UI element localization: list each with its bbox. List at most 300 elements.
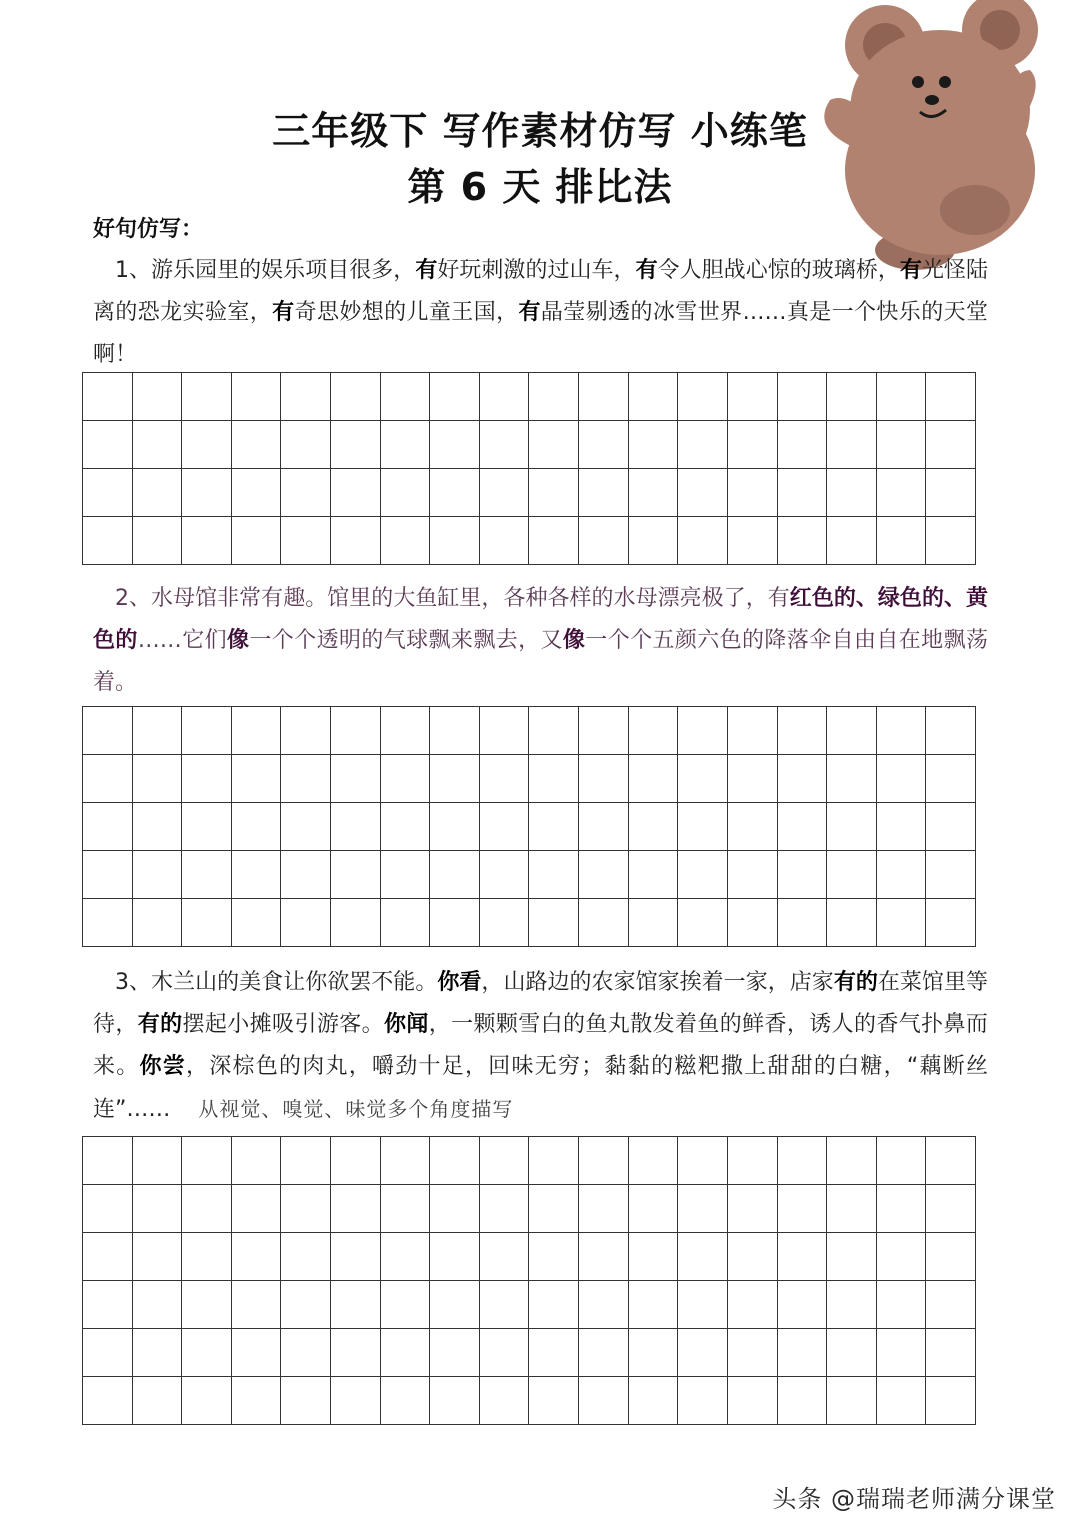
grid-cell[interactable] [331,1329,381,1377]
grid-cell[interactable] [678,1281,728,1329]
grid-cell[interactable] [430,1329,480,1377]
grid-cell[interactable] [678,899,728,947]
grid-cell[interactable] [430,421,480,469]
grid-cell[interactable] [182,373,232,421]
paragraph-text: 好玩刺激的过山车， [437,258,636,283]
grid-cell[interactable] [728,469,778,517]
grid-cell[interactable] [827,1377,877,1425]
grid-cell[interactable] [232,1137,282,1185]
paragraph-text: 一个个透明的气球飘来飘去，又 [249,628,563,653]
grid-cell[interactable] [629,899,679,947]
grid-cell[interactable] [926,373,976,421]
grid-cell[interactable] [529,1137,579,1185]
grid-cell[interactable] [281,1377,331,1425]
grid-cell[interactable] [430,1185,480,1233]
grid-cell[interactable] [281,517,331,565]
section-label: 好句仿写： [93,217,204,242]
grid-cell[interactable] [877,707,927,755]
grid-cell[interactable] [331,1377,381,1425]
grid-cell[interactable] [381,421,431,469]
grid-cell[interactable] [480,373,530,421]
grid-cell[interactable] [281,1281,331,1329]
grid-cell[interactable] [778,373,828,421]
writing-grid-3[interactable] [82,1136,976,1425]
grid-cell[interactable] [926,1185,976,1233]
grid-cell[interactable] [827,755,877,803]
grid-cell[interactable] [529,373,579,421]
grid-cell[interactable] [728,1185,778,1233]
grid-cell[interactable] [529,1281,579,1329]
grid-cell[interactable] [480,1185,530,1233]
grid-cell[interactable] [728,373,778,421]
grid-cell[interactable] [529,1233,579,1281]
grid-cell[interactable] [629,851,679,899]
grid-cell[interactable] [629,755,679,803]
grid-cell[interactable] [827,421,877,469]
grid-cell[interactable] [182,755,232,803]
grid-cell[interactable] [579,803,629,851]
grid-cell[interactable] [629,1137,679,1185]
grid-cell[interactable] [529,469,579,517]
grid-cell[interactable] [133,421,183,469]
grid-cell[interactable] [430,469,480,517]
paragraph-text: ，一颗颗雪白的鱼丸散发着鱼的鲜香，诱人的香气扑鼻而来。 [93,1012,988,1079]
grid-cell[interactable] [778,1281,828,1329]
grid-cell[interactable] [430,899,480,947]
grid-cell[interactable] [182,469,232,517]
grid-cell[interactable] [728,851,778,899]
grid-cell[interactable] [480,1137,530,1185]
grid-cell[interactable] [877,469,927,517]
grid-cell[interactable] [678,373,728,421]
grid-cell[interactable] [629,1281,679,1329]
paragraph-text: 光怪陆离的恐龙实验室， [93,258,988,325]
grid-cell[interactable] [778,755,828,803]
grid-cell[interactable] [678,1329,728,1377]
grid-cell[interactable] [480,421,530,469]
grid-cell[interactable] [877,851,927,899]
grid-cell[interactable] [430,851,480,899]
grid-cell[interactable] [182,1185,232,1233]
grid-cell[interactable] [182,1329,232,1377]
grid-cell[interactable] [529,851,579,899]
grid-cell[interactable] [133,517,183,565]
grid-cell[interactable] [579,755,629,803]
paragraph-text: 令人胆战心惊的玻璃桥， [657,258,900,283]
grid-cell[interactable] [133,707,183,755]
grid-cell[interactable] [381,1329,431,1377]
grid-cell[interactable] [926,421,976,469]
grid-cell[interactable] [926,1281,976,1329]
emphasis-text: 有 [635,258,658,283]
grid-cell[interactable] [778,469,828,517]
grid-cell[interactable] [728,1329,778,1377]
emphasis-text: 有 [518,300,541,325]
grid-cell[interactable] [728,803,778,851]
grid-cell[interactable] [728,421,778,469]
paragraph-text: 1、游乐园里的娱乐项目很多， [115,258,416,283]
emphasis-text: 你闻 [383,1012,429,1037]
grid-cell[interactable] [232,851,282,899]
grid-cell[interactable] [877,1281,927,1329]
grid-cell[interactable] [133,1233,183,1281]
grid-cell[interactable] [381,1281,431,1329]
writing-grid-2[interactable] [82,706,976,947]
grid-cell[interactable] [579,469,629,517]
grid-cell[interactable] [182,1137,232,1185]
grid-cell[interactable] [778,1185,828,1233]
grid-cell[interactable] [381,1137,431,1185]
grid-cell[interactable] [331,1233,381,1281]
grid-cell[interactable] [480,1233,530,1281]
grid-cell[interactable] [133,1329,183,1377]
grid-cell[interactable] [926,469,976,517]
grid-cell[interactable] [827,899,877,947]
grid-cell[interactable] [83,1329,133,1377]
grid-cell[interactable] [83,851,133,899]
grid-cell[interactable] [529,803,579,851]
grid-cell[interactable] [430,755,480,803]
grid-cell[interactable] [430,1233,480,1281]
grid-cell[interactable] [926,1137,976,1185]
grid-cell[interactable] [678,469,728,517]
grid-cell[interactable] [926,517,976,565]
grid-cell[interactable] [827,517,877,565]
grid-cell[interactable] [83,707,133,755]
grid-cell[interactable] [430,803,480,851]
grid-cell[interactable] [232,899,282,947]
grid-cell[interactable] [529,1377,579,1425]
grid-cell[interactable] [83,1233,133,1281]
grid-cell[interactable] [331,1281,381,1329]
page-subtitle: 第 6 天 排比法 [407,165,673,209]
grid-cell[interactable] [381,755,431,803]
grid-cell[interactable] [529,1329,579,1377]
grid-cell[interactable] [133,899,183,947]
grid-cell[interactable] [480,469,530,517]
grid-cell[interactable] [678,851,728,899]
grid-cell[interactable] [877,1233,927,1281]
grid-cell[interactable] [381,1377,431,1425]
grid-cell[interactable] [678,517,728,565]
grid-cell[interactable] [827,707,877,755]
grid-cell[interactable] [430,1377,480,1425]
grid-cell[interactable] [133,851,183,899]
grid-cell[interactable] [926,851,976,899]
grid-cell[interactable] [480,899,530,947]
paragraph-text: ……它们 [137,628,227,653]
grid-cell[interactable] [381,1185,431,1233]
grid-cell[interactable] [232,373,282,421]
grid-cell[interactable] [480,1281,530,1329]
grid-cell[interactable] [430,373,480,421]
grid-cell[interactable] [133,803,183,851]
grid-cell[interactable] [83,1137,133,1185]
grid-cell[interactable] [778,421,828,469]
grid-cell[interactable] [926,899,976,947]
grid-cell[interactable] [579,1281,629,1329]
grid-cell[interactable] [381,899,431,947]
grid-cell[interactable] [728,1233,778,1281]
grid-cell[interactable] [579,373,629,421]
grid-cell[interactable] [629,373,679,421]
grid-cell[interactable] [83,517,133,565]
grid-cell[interactable] [778,1137,828,1185]
grid-cell[interactable] [232,1185,282,1233]
grid-cell[interactable] [678,1185,728,1233]
grid-cell[interactable] [331,1137,381,1185]
grid-cell[interactable] [232,469,282,517]
grid-cell[interactable] [678,1137,728,1185]
grid-cell[interactable] [778,803,828,851]
grid-cell[interactable] [232,1233,282,1281]
grid-cell[interactable] [728,755,778,803]
grid-cell[interactable] [281,803,331,851]
grid-cell[interactable] [926,1377,976,1425]
grid-cell[interactable] [133,1377,183,1425]
grid-cell[interactable] [182,1377,232,1425]
grid-cell[interactable] [381,1233,431,1281]
grid-cell[interactable] [678,1233,728,1281]
emphasis-text: 像 [562,628,586,653]
grid-cell[interactable] [83,1185,133,1233]
grid-cell[interactable] [281,1185,331,1233]
grid-cell[interactable] [281,469,331,517]
example-paragraph-1 [93,250,988,376]
emphasis-text: 有的 [137,1012,183,1037]
grid-cell[interactable] [877,755,927,803]
grid-cell[interactable] [232,517,282,565]
grid-cell[interactable] [182,1233,232,1281]
grid-cell[interactable] [579,851,629,899]
grid-cell[interactable] [728,899,778,947]
grid-cell[interactable] [629,1185,679,1233]
grid-cell[interactable] [480,707,530,755]
grid-cell[interactable] [579,899,629,947]
paragraph-text: 晶莹剔透的冰雪世界……真是一个快乐的天堂啊！ [93,300,988,367]
emphasis-text: 有 [272,300,295,325]
grid-cell[interactable] [827,1281,877,1329]
grid-cell[interactable] [331,803,381,851]
grid-cell[interactable] [133,1137,183,1185]
grid-cell[interactable] [331,1185,381,1233]
grid-cell[interactable] [728,1281,778,1329]
grid-cell[interactable] [182,899,232,947]
grid-cell[interactable] [579,517,629,565]
grid-cell[interactable] [629,803,679,851]
grid-cell[interactable] [678,755,728,803]
grid-cell[interactable] [877,421,927,469]
emphasis-text: 有 [899,258,922,283]
grid-cell[interactable] [529,899,579,947]
grid-cell[interactable] [678,707,728,755]
grid-cell[interactable] [331,421,381,469]
grid-cell[interactable] [926,755,976,803]
grid-cell[interactable] [579,1329,629,1377]
grid-cell[interactable] [579,1185,629,1233]
grid-cell[interactable] [281,899,331,947]
grid-cell[interactable] [232,421,282,469]
grid-cell[interactable] [381,803,431,851]
grid-cell[interactable] [182,517,232,565]
grid-cell[interactable] [629,1377,679,1425]
grid-cell[interactable] [579,1137,629,1185]
grid-cell[interactable] [381,517,431,565]
grid-cell[interactable] [827,373,877,421]
grid-cell[interactable] [877,803,927,851]
grid-cell[interactable] [926,1329,976,1377]
grid-cell[interactable] [678,421,728,469]
paragraph-text: 奇思妙想的儿童王国， [294,300,519,325]
grid-cell[interactable] [529,707,579,755]
watermark: 头条 @瑞瑞老师满分课堂 [772,1485,1056,1513]
grid-cell[interactable] [83,373,133,421]
grid-cell[interactable] [83,899,133,947]
grid-cell[interactable] [281,755,331,803]
grid-cell[interactable] [529,755,579,803]
grid-cell[interactable] [182,1281,232,1329]
grid-cell[interactable] [331,517,381,565]
grid-cell[interactable] [281,373,331,421]
paragraph-text: 摆起小摊吸引游客。 [182,1012,384,1037]
writing-grid-1[interactable] [82,372,976,565]
grid-cell[interactable] [381,707,431,755]
grid-cell[interactable] [629,707,679,755]
grid-cell[interactable] [331,707,381,755]
grid-cell[interactable] [529,421,579,469]
grid-cell[interactable] [778,1233,828,1281]
grid-cell[interactable] [83,1377,133,1425]
grid-cell[interactable] [281,1233,331,1281]
grid-cell[interactable] [629,469,679,517]
grid-cell[interactable] [678,1377,728,1425]
grid-cell[interactable] [579,421,629,469]
grid-cell[interactable] [281,851,331,899]
grid-cell[interactable] [926,803,976,851]
grid-cell[interactable] [827,1137,877,1185]
grid-cell[interactable] [182,707,232,755]
grid-cell[interactable] [629,421,679,469]
grid-cell[interactable] [678,803,728,851]
grid-cell[interactable] [133,469,183,517]
grid-cell[interactable] [281,1137,331,1185]
paragraph-text: 2、水母馆非常有趣。馆里的大鱼缸里，各种各样的水母漂亮极了，有 [115,586,790,611]
grid-cell[interactable] [331,373,381,421]
grid-cell[interactable] [83,421,133,469]
grid-cell[interactable] [877,1329,927,1377]
grid-cell[interactable] [926,707,976,755]
grid-cell[interactable] [579,1377,629,1425]
grid-cell[interactable] [232,1329,282,1377]
grid-cell[interactable] [827,469,877,517]
grid-cell[interactable] [579,707,629,755]
paragraph-text: ，深棕色的肉丸，嚼劲十足，回味无穷；黏黏的糍粑撒上甜甜的白糖，“藕断丝连”…… [93,1054,988,1122]
grid-cell[interactable] [877,899,927,947]
grid-cell[interactable] [430,707,480,755]
grid-cell[interactable] [778,707,828,755]
grid-cell[interactable] [381,469,431,517]
grid-cell[interactable] [877,1377,927,1425]
grid-cell[interactable] [232,803,282,851]
grid-cell[interactable] [827,803,877,851]
grid-cell[interactable] [281,707,331,755]
grid-cell[interactable] [381,373,431,421]
grid-cell[interactable] [430,1137,480,1185]
grid-cell[interactable] [827,1329,877,1377]
grid-cell[interactable] [877,517,927,565]
grid-cell[interactable] [83,469,133,517]
grid-cell[interactable] [381,851,431,899]
grid-cell[interactable] [480,851,530,899]
grid-cell[interactable] [877,373,927,421]
grid-cell[interactable] [331,469,381,517]
grid-cell[interactable] [83,803,133,851]
grid-cell[interactable] [281,1329,331,1377]
grid-cell[interactable] [728,517,778,565]
grid-cell[interactable] [827,851,877,899]
paragraph-text: 在菜馆里等待， [93,970,988,1037]
grid-cell[interactable] [778,851,828,899]
grid-cell[interactable] [778,517,828,565]
example-paragraph-3 [93,962,988,1131]
grid-cell[interactable] [480,755,530,803]
grid-cell[interactable] [529,517,579,565]
emphasis-text: 有 [415,258,438,283]
grid-cell[interactable] [430,1281,480,1329]
grid-cell[interactable] [629,517,679,565]
grid-cell[interactable] [430,517,480,565]
grid-cell[interactable] [133,1185,183,1233]
grid-cell[interactable] [281,421,331,469]
grid-cell[interactable] [133,755,183,803]
grid-cell[interactable] [778,899,828,947]
grid-cell[interactable] [232,755,282,803]
grid-cell[interactable] [877,1185,927,1233]
grid-cell[interactable] [579,1233,629,1281]
grid-cell[interactable] [182,803,232,851]
grid-cell[interactable] [827,1185,877,1233]
grid-cell[interactable] [926,1233,976,1281]
grid-cell[interactable] [728,1137,778,1185]
grid-cell[interactable] [331,899,381,947]
grid-cell[interactable] [182,851,232,899]
grid-cell[interactable] [728,707,778,755]
grid-cell[interactable] [133,373,183,421]
grid-cell[interactable] [529,1185,579,1233]
grid-cell[interactable] [778,1329,828,1377]
grid-cell[interactable] [629,1233,679,1281]
grid-cell[interactable] [629,1329,679,1377]
grid-cell[interactable] [728,1377,778,1425]
grid-cell[interactable] [331,755,381,803]
grid-cell[interactable] [182,421,232,469]
grid-cell[interactable] [83,1281,133,1329]
grid-cell[interactable] [480,803,530,851]
grid-cell[interactable] [133,1281,183,1329]
grid-cell[interactable] [877,1137,927,1185]
grid-cell[interactable] [480,517,530,565]
grid-cell[interactable] [827,1233,877,1281]
grid-cell[interactable] [232,1281,282,1329]
grid-cell[interactable] [480,1377,530,1425]
grid-cell[interactable] [232,707,282,755]
grid-cell[interactable] [778,1377,828,1425]
grid-cell[interactable] [83,755,133,803]
grid-cell[interactable] [331,851,381,899]
grid-cell[interactable] [232,1377,282,1425]
grid-cell[interactable] [480,1329,530,1377]
emphasis-text: 你看 [437,970,482,995]
